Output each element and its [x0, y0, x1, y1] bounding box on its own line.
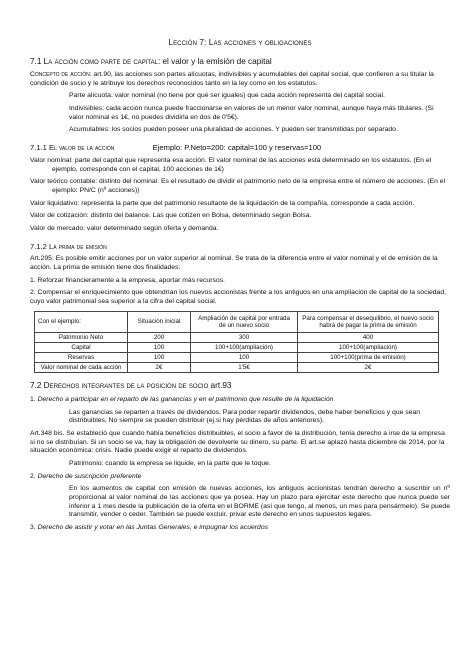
table-cell: 100+100(ampliación) [191, 342, 298, 352]
table-cell: Capital [35, 342, 128, 352]
paragraph-dividendos: Las ganancias se reparten a través de dividendos. Para poder repartir dividendos, debe haber beneficios y que sean distribuibles. No siempre se pueden distribuir (ej.si hay pérdidas de años anteriores). [69, 408, 421, 425]
table-row [35, 353, 439, 363]
paragraph-indivisibles: Indivisibles: cada acción nunca puede fraccionarse en valores de un menor valor nominal, aunque haya más titulares. (Si valor nominal es 1€, no puedes dividirla en dos de 0'5€). [69, 105, 434, 121]
page-title: Lección 7: Las acciones y obligaciones [168, 38, 312, 47]
value-item: Valor teórico contable: distinto del nominal. Es el resultado de dividir el patrimonio neto de la empresa entre el número de acciones. (En el ejemplo: PN/C (nº acciones)) [30, 178, 446, 194]
section-7-1-2-heading [30, 242, 450, 252]
table-row [35, 363, 439, 373]
value-item: Valor de cotización: distinto del balance. Las que cotizen en Bolsa, determinado según Bolsa. [30, 212, 312, 220]
table-cell: 300 [191, 332, 298, 342]
section-title-rest: : el valor y la emisión de capital [157, 56, 272, 66]
paragraph-finalidad-1: 1. Reforzar financieramente a la empresa, aportar más recursos. [30, 276, 225, 284]
example-text: Ejemplo: P.Neto=200: capital=100 y reservas=100 [152, 143, 322, 153]
value-item: Valor de mercado: valor determinado según oferta y demanda. [30, 224, 219, 232]
table-cell: Patrimonio Neto [35, 332, 128, 342]
section-title: Derechos integrantes de la posición de socio [43, 381, 209, 391]
paragraph-patrimonio: Patrimonio: cuando la empresa se liquide, en la parte que le toque. [69, 459, 271, 467]
concept-term: Concepto de acción [30, 71, 90, 78]
paragraph-acumulables: Acumulables: los socios pueden poseer una pluralidad de acciones. Y pueden ser transmitidas por separado. [69, 126, 398, 134]
paragraph-suscripcion: En los aumentos de capital con emisión de nuevas acciones, los antiguos accionistas tendrán derecho a suscribir un nº proporcional al valor nominal de las acciones que ya posea. Hay un plazo para ejercitar este derecho que nunca puede ser inferior a 1 mes desde la publicación de la oferta en el BORME (así que tengo, al menos, un mes para pensármelo). Se puede transmitir, vender o ceder. También se puede excluir, privar este derecho en unos supuestos legales. [69, 485, 450, 519]
value-item: Valor liquidativo: representa la parte que del patrimonio resultante de la liquidación de la compañía, corresponde a cada acción. [30, 199, 415, 207]
table-cell: 2€ [128, 363, 191, 373]
table-cell: 400 [298, 332, 439, 342]
paragraph-art295: Art.295: Es posible emitir acciones por un valor superior al nominal. Se trata de la diferencia entre el valor nominal y el de emisión de la acción. La prima de emisión tiene dos finalidades: [30, 255, 438, 272]
document-page [30, 38, 450, 537]
right-heading-3 [30, 524, 450, 533]
section-7-1-heading [30, 57, 450, 68]
right-heading-1 [30, 396, 450, 405]
section-number: 7.1 [30, 56, 42, 66]
concept-text: : art.90, las acciones son partes alícuotas, indivisibles y acumulables del capital social, que confieren a su titular la condición de socio y le atribuye los derechos reconocidos tanto en la ley como en los estatutos. [30, 71, 434, 87]
table-cell: Reservas [35, 353, 128, 363]
table-header-row [35, 311, 439, 332]
right-title: Derecho de suscripción preferente [37, 472, 142, 480]
table-cell: 100+100(prima de emisión) [298, 353, 439, 363]
right-title: Derecho de asistir y votar en las Juntas Generales, e impugnar los acuerdos [37, 524, 269, 532]
right-title: Derecho a participar en el reparto de las ganancias y en el patrimonio que resulte de la liquidación [37, 395, 334, 403]
right-number: 2. [30, 472, 36, 480]
section-number: 7.1.2 [30, 241, 47, 251]
section-7-1-1-heading [30, 143, 450, 153]
table-header-cell: Ampliación de capital por entrada de un nuevo socio [191, 311, 298, 332]
paragraph-alicuota: Parte alícuota: valor nominal (no tiene por qué ser iguales) que cada acción representa del capital social. [69, 92, 385, 100]
paragraph-art348: Art.348 bis. Se estableció que cuando había beneficios distribuibles, el socio a favor de la distribución, tenía derecho a irse de la empresa si no se distribuían. Si un socio se va, hay la obligación de devolverle su dinero, su parte. El art.se aplazó hasta diciembre de 2014, por la situación económica: crisis. Nadie puede exigir el reparto de dividendos. [30, 429, 445, 455]
table-header-cell: Con el ejemplo: [35, 311, 128, 332]
table-cell: 200 [128, 332, 191, 342]
table-cell: Valor nominal de cada acción [35, 363, 128, 373]
table-cell: 2€ [298, 363, 439, 373]
paragraph-finalidad-2: 2. Compensar el enriquecimiento que obtendrían los nuevos accionistas frente a los antiguos en una ampliación de capital de la sociedad, cuyo valor patrimonial sea superior a la cifra del capital social. [30, 289, 447, 306]
section-title: La acción como parte de capital [43, 56, 158, 66]
table-row [35, 332, 439, 342]
table-row [35, 342, 439, 352]
table-cell: 100 [191, 353, 298, 363]
right-number: 1. [30, 395, 36, 403]
table-cell: 100 [128, 353, 191, 363]
concept-paragraph [30, 71, 450, 88]
section-number: 7.2 [30, 381, 42, 391]
section-7-2-heading [30, 381, 450, 392]
table-header-cell: Para compensar el desequilibrio, el nuevo socio habrá de pagar la prima de emisión [298, 311, 439, 332]
table-cell: 100 [128, 342, 191, 352]
right-heading-2 [30, 473, 450, 482]
section-number: 7.1.1 [30, 143, 47, 153]
section-title-rest: art.93 [208, 381, 232, 391]
table-header-cell: Situación inicial [128, 311, 191, 332]
section-title: La prima de emisión [49, 241, 107, 251]
table-cell: 100+100(ampliación) [298, 342, 439, 352]
right-number: 3. [30, 524, 36, 532]
value-item: Valor nominal: parte del capital que representa esa acción. El valor nominal de las acciones está determinado en los estatutos. (En el ejemplo, corresponde con el capital, 100 acciones de 1€) [30, 156, 432, 173]
section-title: El valor de la acción [49, 143, 115, 153]
table-cell: 1'5€ [191, 363, 298, 373]
example-table [34, 311, 439, 374]
